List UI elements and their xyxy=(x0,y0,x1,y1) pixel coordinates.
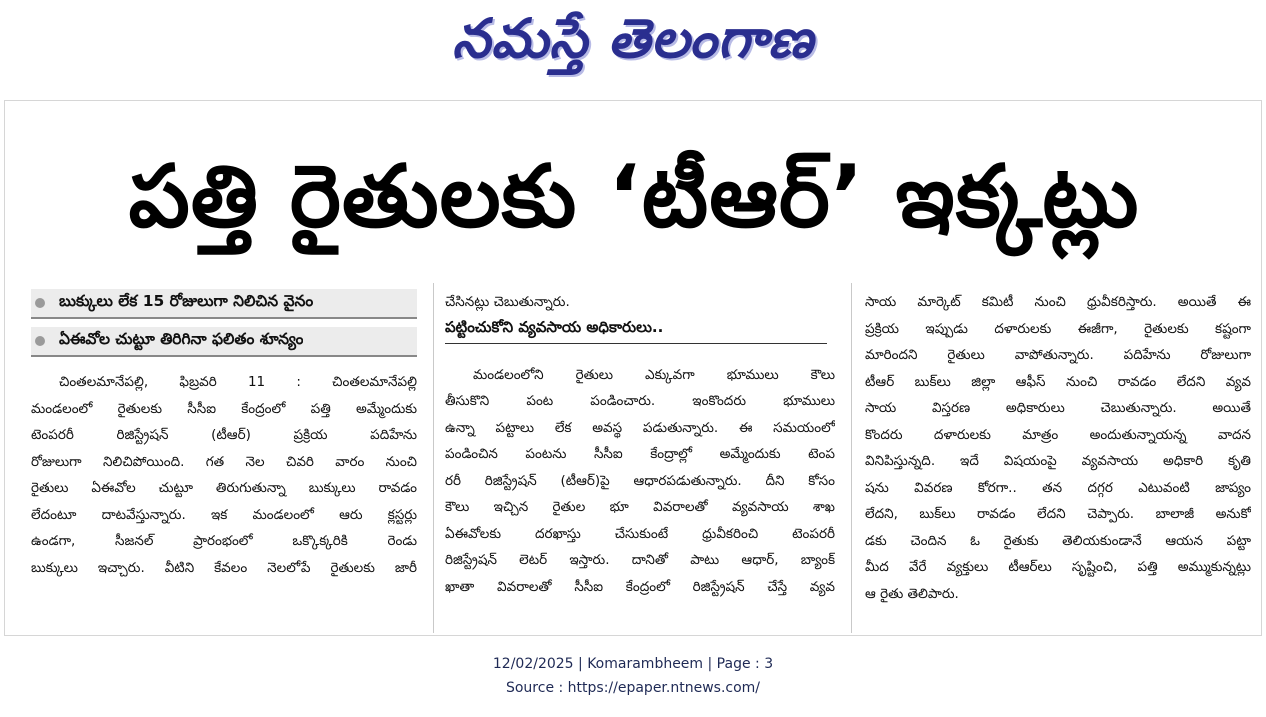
body-line: లేదంటూ దాటవేస్తున్నారు. ఇక మండలంలో ఆరు క్లస్టర్లు xyxy=(31,506,417,523)
body-line: ఖాతా వివరాలతో సీసీఐ కేంద్రంలో రిజిస్ట్రేషన్ చేస్తే వ్యవ xyxy=(445,578,835,595)
bullet-icon xyxy=(35,298,45,308)
body-line: టెంపరరీ రిజిస్ట్రేషన్ (టీఆర్) ప్రక్రియ పదిహేను xyxy=(31,427,417,443)
body-line: రోజులుగా నిలిచిపోయింది. గత నెల చివరి వారం నుంచి xyxy=(31,453,417,470)
body-line: పండించిన పంటను సీసీఐ కేంద్రాల్లో అమ్మేందుకు టెంప xyxy=(445,446,835,462)
body-line: ఏఈవోలకు దరఖాస్తు చేసుకుంటే ధ్రువీకరించి టెంపరరీ xyxy=(445,525,835,542)
body-line: ఉన్నా పట్టాలు లేక అవస్థ పడుతున్నారు. ఈ సమయంలో xyxy=(445,419,835,436)
body-line: మండలంలోని రైతులు ఎక్కువగా భూములు కౌలు xyxy=(473,366,835,383)
column-divider xyxy=(851,283,852,633)
body-line: ప్రక్రియ ఇప్పుడు దళారులకు ఈజీగా, రైతులకు కష్టంగా xyxy=(865,320,1251,337)
column-1 xyxy=(31,289,417,581)
body-line: బుక్కులు ఇచ్చారు. వీటిని కేవలం నెలలోపే రైతులకు జారీ xyxy=(31,559,417,576)
bullet-point xyxy=(31,327,417,357)
body-line: కొందరు దళారులకు మాత్రం అందుతున్నాయన్న వాదన xyxy=(865,426,1251,443)
bullet-point xyxy=(31,289,417,319)
body-line: చేసినట్లు చెబుతున్నారు. xyxy=(445,294,570,310)
body-line: మండలంలో రైతులకు సీసీఐ కేంద్రంలో పత్తి అమ్మేందుకు xyxy=(31,400,417,417)
body-line: వినిపిస్తున్నది. ఇదే విషయంపై వ్యవసాయ అధికారి కృతి xyxy=(865,453,1251,469)
bullet-icon xyxy=(35,336,45,346)
column-2 xyxy=(445,289,835,600)
masthead-logo: నమస్తే తెలంగాణ xyxy=(452,6,814,70)
body-line: ఆ రైతు తెలిపారు. xyxy=(865,585,959,602)
footer-date-edition: 12/02/2025 | Komarambheem | Page : 3 xyxy=(492,656,774,672)
headline-text: పత్తి రైతులకు ‘టీఆర్’ ఇక్కట్లు xyxy=(128,146,1140,247)
bullet-text: బుక్కులు లేక 15 రోజులుగా నిలిచిన వైనం xyxy=(59,292,314,310)
body-line: రైతులు ఏఈవోల చుట్టూ తిరుగుతున్నా బుక్కులు రావడం xyxy=(31,480,417,496)
body-line: డకు చెందిన ఓ రైతుకు తెలియకుండానే ఆయన పట్టా xyxy=(865,532,1251,549)
masthead xyxy=(0,0,1266,90)
body-line: కౌలు ఇచ్చిన రైతుల భూ వివరాలతో వ్యవసాయ శాఖ xyxy=(445,499,835,515)
news-clipping xyxy=(4,100,1262,636)
bullet-text: ఏఈవోల చుట్టూ తిరిగినా ఫలితం శూన్యం xyxy=(59,330,304,348)
body-line: రరీ రిజిస్ట్రేషన్ (టీఆర్)పై ఆధారపడుతున్నారు. దీని కోసం xyxy=(445,472,835,489)
body-line: ఉండగా, సీజనల్ ప్రారంభంలో ఒక్కొక్కరికి రెండు xyxy=(31,533,417,549)
subheading: పట్టించుకోని వ్యవసాయ అధికారులు.. xyxy=(445,318,827,344)
body-line: రిజిస్ట్రేషన్ లెటర్ ఇస్తారు. దానితో పాటు ఆధార్, బ్యాంక్ xyxy=(445,552,835,568)
body-line: మారిందని రైతులు వాపోతున్నారు. పదిహేను రోజులుగా xyxy=(865,347,1251,363)
column-3 xyxy=(865,289,1251,607)
headline xyxy=(5,137,1262,277)
body-line: చింతలమానేపల్లి, ఫిబ్రవరి 11 : చింతలమానేపల్లి xyxy=(59,374,417,390)
body-line: లేదని, బుక్‌లు రావడం లేదని చెప్పారు. బాలాజీ అనుకో xyxy=(865,506,1251,522)
body-line: షను వివరణ కోరగా.. తన దగ్గర ఎటువంటి జాప్యం xyxy=(865,479,1251,496)
body-line: సాయ మార్కెట్ కమిటీ నుంచి ధ్రువీకరిస్తారు. అయితే ఈ xyxy=(865,294,1251,310)
column-divider xyxy=(433,283,434,633)
body-line: మీద వేరే వ్యక్తులు టీఆర్‌లు సృష్టించి, పత్తి అమ్ముకున్నట్లు xyxy=(865,559,1251,575)
body-line: టీఆర్ బుక్‌లు జిల్లా ఆఫీస్ నుంచి రావడం లేదని వ్యవ xyxy=(865,373,1251,390)
body-line: సాయ విస్తరణ అధికారులు చెబుతున్నారు. అయితే xyxy=(865,400,1251,416)
footer-source: Source : https://epaper.ntnews.com/ xyxy=(505,680,761,696)
body-line: తీసుకొని పంట పండించారు. ఇంకొందరు భూములు xyxy=(445,393,835,409)
